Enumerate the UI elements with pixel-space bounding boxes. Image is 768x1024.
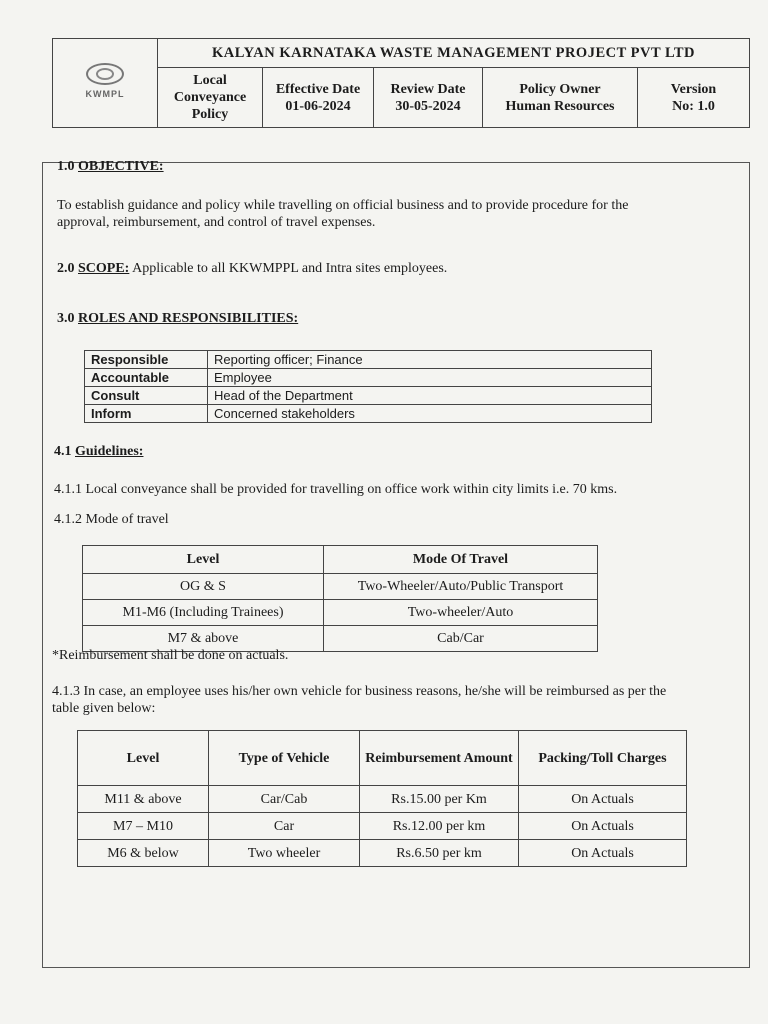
table-row xyxy=(83,574,598,600)
table-header-row xyxy=(78,731,687,786)
scope-number: 2.0 xyxy=(57,261,75,276)
roles-number: 3.0 xyxy=(57,311,75,326)
guideline-4-1-3-line-1: 4.1.3 In case, an employee uses his/her own vehicle for business reasons, he/she will be reimbursed as per the xyxy=(52,684,667,699)
raci-key: Responsible xyxy=(85,351,208,369)
guideline-4-1-2: 4.1.2 Mode of travel xyxy=(54,512,169,527)
version-value: No: 1.0 xyxy=(672,98,715,114)
objective-heading xyxy=(57,158,164,175)
raci-key: Inform xyxy=(85,405,208,423)
document-header xyxy=(52,38,750,128)
column-header: Type of Vehicle xyxy=(209,731,360,786)
header-table xyxy=(52,38,750,128)
table-cell: M6 & below xyxy=(78,840,209,867)
effective-date-value: 01-06-2024 xyxy=(285,98,351,114)
table-cell: M7 & above xyxy=(83,626,324,652)
version-cell xyxy=(638,68,750,128)
roles-heading xyxy=(57,310,298,327)
table-cell: On Actuals xyxy=(519,840,687,867)
reimbursement-note: *Reimbursement shall be done on actuals. xyxy=(52,648,289,663)
objective-line-1: To establish guidance and policy while travelling on official business and to provide procedure for the xyxy=(57,198,629,213)
raci-row xyxy=(85,405,652,423)
column-header: Level xyxy=(83,546,324,574)
company-logo xyxy=(70,63,140,103)
guideline-4-1-1: 4.1.1 Local conveyance shall be provided for travelling on office work within city limits i.e. 70 kms. xyxy=(54,482,618,497)
table-header-row xyxy=(83,546,598,574)
roles-title: ROLES AND RESPONSIBILITIES: xyxy=(78,311,299,326)
review-date-value: 30-05-2024 xyxy=(395,98,461,114)
guidelines-heading xyxy=(54,443,143,460)
table-row xyxy=(83,600,598,626)
policy-owner-label: Policy Owner xyxy=(519,81,601,97)
guidelines-title: Guidelines: xyxy=(75,444,144,459)
raci-key: Consult xyxy=(85,387,208,405)
raci-value: Reporting officer; Finance xyxy=(208,351,652,369)
raci-value: Concerned stakeholders xyxy=(208,405,652,423)
travel-mode-table xyxy=(82,545,598,652)
raci-value: Employee xyxy=(208,369,652,387)
review-date-label: Review Date xyxy=(390,81,466,97)
effective-date-label: Effective Date xyxy=(275,81,361,97)
reimbursement-table xyxy=(77,730,687,867)
scope-title: SCOPE: xyxy=(78,261,130,276)
column-header: Mode Of Travel xyxy=(324,546,598,574)
objective-title: OBJECTIVE: xyxy=(78,159,164,174)
table-row xyxy=(78,786,687,813)
table-cell: On Actuals xyxy=(519,786,687,813)
review-date-cell xyxy=(374,68,483,128)
table-cell: OG & S xyxy=(83,574,324,600)
table-row xyxy=(78,813,687,840)
column-header: Reimbursement Amount xyxy=(360,731,519,786)
objective-number: 1.0 xyxy=(57,159,75,174)
column-header: Packing/Toll Charges xyxy=(519,731,687,786)
raci-row xyxy=(85,351,652,369)
table-cell: Rs.12.00 per km xyxy=(360,813,519,840)
table-cell: M7 – M10 xyxy=(78,813,209,840)
guideline-4-1-3 xyxy=(52,683,742,717)
table-cell: Cab/Car xyxy=(324,626,598,652)
raci-value: Head of the Department xyxy=(208,387,652,405)
table-cell: Rs.15.00 per Km xyxy=(360,786,519,813)
policy-title: Local Conveyance Policy xyxy=(158,68,263,128)
table-cell: Car/Cab xyxy=(209,786,360,813)
table-cell: On Actuals xyxy=(519,813,687,840)
raci-row xyxy=(85,369,652,387)
logo-mark-icon xyxy=(86,63,124,85)
policy-owner-value: Human Resources xyxy=(505,98,615,114)
logo-cell xyxy=(53,39,158,128)
raci-key: Accountable xyxy=(85,369,208,387)
table-row xyxy=(78,840,687,867)
company-name: KALYAN KARNATAKA WASTE MANAGEMENT PROJECT PVT LTD xyxy=(158,39,750,68)
raci-row xyxy=(85,387,652,405)
table-cell: Two-wheeler/Auto xyxy=(324,600,598,626)
policy-owner-cell xyxy=(483,68,638,128)
table-cell: Two-Wheeler/Auto/Public Transport xyxy=(324,574,598,600)
guidelines-number: 4.1 xyxy=(54,444,72,459)
column-header: Level xyxy=(78,731,209,786)
table-cell: Car xyxy=(209,813,360,840)
table-cell: M1-M6 (Including Trainees) xyxy=(83,600,324,626)
table-cell: Two wheeler xyxy=(209,840,360,867)
scope-section xyxy=(57,260,447,277)
effective-date-cell xyxy=(263,68,374,128)
objective-line-2: approval, reimbursement, and control of travel expenses. xyxy=(57,215,376,230)
raci-table xyxy=(84,350,652,423)
table-cell: M11 & above xyxy=(78,786,209,813)
guideline-4-1-3-line-2: table given below: xyxy=(52,701,156,716)
scope-text: Applicable to all KKWMPPL and Intra sites employees. xyxy=(132,261,448,276)
objective-text xyxy=(57,197,747,231)
table-cell: Rs.6.50 per km xyxy=(360,840,519,867)
version-label: Version xyxy=(670,81,717,97)
logo-text: KWMPL xyxy=(85,89,125,99)
